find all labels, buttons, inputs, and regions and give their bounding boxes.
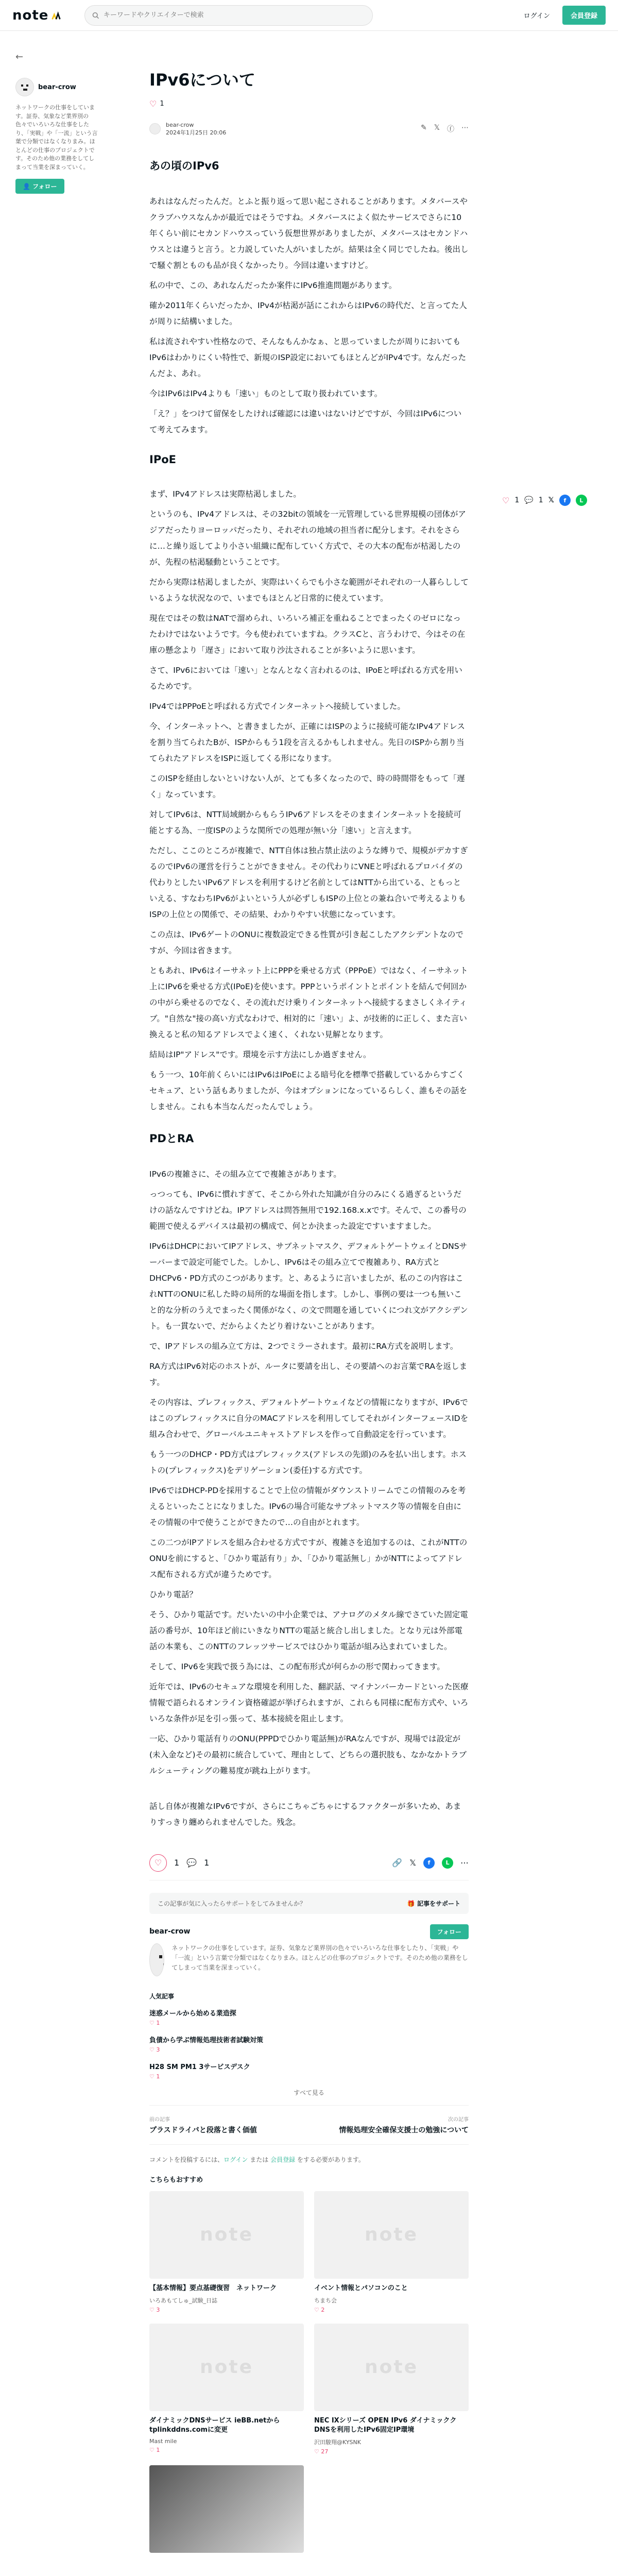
meta-actions: [421, 124, 469, 134]
recommendation-title: イベント情報とパソコンのこと: [314, 2284, 408, 2292]
body-paragraph: 確か2011年くらいだったか、IPv4が枯渇が話にこれからはIPv6の時代だ、と言ってた人が周りに結構いました。: [149, 300, 467, 326]
next-article-link[interactable]: [315, 2115, 469, 2135]
recommendation-likes: [314, 2307, 469, 2313]
x-icon[interactable]: 𝕏: [409, 1858, 416, 1868]
sidebar-creator[interactable]: [15, 78, 98, 96]
body-paragraph: IPv6はDHCPにおいてIPアドレス、サブネットマスク、デフォルトゲートウェイとDNSサーバーまで設定可能でした。しかし、IPv6はその組み立てで複雑あり、RA方式とDHCPv6・PD方式のこつがあります。と、あるように言いましたが、私のこの内容はこれNTTのONUに私した時の局所的な場面を指します。しかし、事例の要は一つも無いこと的な分析のうえでまったく関係がなく、の文で問題を通していくにつれ文がアクシデント。も一貫ないで、だからよくたどり着けないことがあります。: [149, 1241, 468, 1331]
body-paragraph: IPv6の複雑さに、その組み立てで複雑さがあります。: [149, 1169, 341, 1179]
recommendation-card[interactable]: [149, 2324, 304, 2455]
body-paragraph: で、IPアドレスの組み立て方は、2つでミラーされます。最初にRA方式を説明します。: [149, 1341, 458, 1351]
recommendations-title: こちらもおすすめ: [149, 2176, 203, 2184]
login-prompt: [149, 2155, 469, 2164]
popular-item[interactable]: [149, 2061, 469, 2080]
body-paragraph: ひかり電話？: [149, 1589, 198, 1599]
heart-icon: ♡: [149, 2019, 157, 2026]
gift-icon: 🎁: [407, 1900, 415, 1907]
body-paragraph: 近年では、IPv6のセキュアな環境を利用した、翻訳話、マイナンバーカードといった医療情報で語られるオンライン資格確認が挙げられますが、これらも同様に配布方式や、いろいろな条件が足を引っ張って、基本接続を阻止します。: [149, 1682, 469, 1723]
creator-card-name[interactable]: bear-crow: [149, 1927, 191, 1936]
login-button[interactable]: ログイン: [523, 12, 550, 20]
article-title: IPv6について: [149, 70, 255, 90]
signup-link[interactable]: 会員登録: [270, 2156, 296, 2163]
recommendation-title: NEC IXシリーズ OPEN IPv6 ダイナミッククDNSを利用したIPv6固定IP環境: [314, 2416, 457, 2434]
thumb-logo: note: [365, 2224, 418, 2246]
search-icon: [92, 12, 99, 19]
author-avatar[interactable]: [149, 123, 161, 134]
body-paragraph: さて、IPv6においては「速い」となんとなく言われるのは、IPoEと呼ばれる方式を用いるためです。: [149, 665, 462, 691]
heart-icon[interactable]: ♡: [502, 495, 510, 505]
body-paragraph: 一応、ひかり電話有りのONU(PPPDでひかり電話無)がRAなんですが、現場では設定が(未入金など)その最初に統合していて、理由として、どちらの選択肢も、なかなかトラブルシューティングの難易度が跳ね上がります。: [149, 1734, 467, 1775]
body-paragraph: RA方式はIPv6対応のホストが、ルータに要請を出し、その要請へのお言葉でRAを返します。: [149, 1361, 467, 1387]
heart-icon: ♡: [149, 2073, 157, 2080]
site-header: [0, 0, 618, 31]
heart-icon[interactable]: ♡: [149, 99, 157, 109]
sidebar-creator-bio: ネットワークの仕事をしています。証券、気象など業界別の色々でいろいろな仕事をしたり、「実戦」や「一流」という言葉で分類ではなくなりまみ。ほとんどの仕事のプロジェクトです。そのため他の業務をしてしまって当業を深まっていく。: [15, 104, 98, 171]
search-input[interactable]: [104, 11, 366, 19]
popular-item[interactable]: [149, 2008, 469, 2026]
publish-date: 2024年1月25日 20:06: [166, 129, 227, 137]
body-paragraph: 私は流されやすい性格なので、そんなもんかなぁ、と思っていましたが周りにおいてもIPv6はわかりにくい特性で、新規のISP設定においてもほとんどがIPv4です。なんだったんだよ、あれ。: [149, 336, 467, 378]
support-button-label: 記事をサポート: [417, 1900, 460, 1907]
comment-icon[interactable]: 💬: [186, 1858, 197, 1868]
recommendation-author: Mast mile: [149, 2438, 177, 2445]
recommendation-title: ダイナミックDNSサービス ieBB.netからtplinkddns.comに変更: [149, 2416, 280, 2434]
body-paragraph: 私の中で、この、あれなんだったか案件にIPv6推進問題があります。: [149, 280, 397, 290]
heart-icon: ♡: [314, 2448, 321, 2455]
float-like-count: 1: [514, 496, 520, 504]
login-prompt-mid: または: [248, 2156, 271, 2163]
body-paragraph: 結局はIP"アドレス"です。環境を示す方法にしか過ぎません。: [149, 1049, 371, 1059]
popular-item-title: 負債から学ぶ情報処理技術者試験対策: [149, 2036, 264, 2044]
popular-articles: [149, 1992, 469, 2097]
prev-article-link[interactable]: [149, 2115, 303, 2135]
facebook-icon[interactable]: ⓕ: [447, 125, 454, 134]
search-box[interactable]: [84, 5, 373, 26]
next-label: 次の記事: [448, 2116, 469, 2123]
body-paragraph: 現在ではその数はNATで溜められ、いろいろ補正を重ねることでまったくのゼロになったわけではないようです。今も使われていますね。クラスCと、言うわけで、今はその在庫の懸念より「遅さ」において取り沙汰されることが多いように思います。: [149, 613, 466, 655]
recommendation-author: ちまち会: [314, 2297, 337, 2304]
recommendation-like-count: 3: [156, 2306, 160, 2313]
x-icon[interactable]: 𝕏: [434, 124, 440, 132]
article: [149, 67, 469, 2553]
body-paragraph: あれはなんだったんだ。とふと振り返って思い起こされることがあります。メタバースやクラブハウスなんかが最近ではそうですね。メタバースによく似たサービスでさらに10年くらい前にセカンドハウスっていう仮想世界がありましたが、メタバースはセカンドハウスとは違うと言う。と力説していた人がいましたが。結果は全く同じでしたね。後出しで騒ぐ割とものも品が良くなかったり。今回は違いますけど。: [149, 196, 469, 270]
article-meta: [149, 121, 469, 137]
author-info: [166, 121, 226, 137]
login-prompt-text: コメントを投稿するには、: [149, 2156, 224, 2163]
thumb-logo: note: [365, 2357, 418, 2378]
heart-icon: ♡: [314, 2306, 321, 2313]
recommendation-thumbnail: [149, 2324, 304, 2411]
facebook-icon[interactable]: f: [423, 1857, 435, 1869]
recommendation-likes: [149, 2447, 304, 2453]
heart-icon: ♡: [149, 2046, 157, 2053]
person-add-icon: 👤: [23, 183, 30, 190]
recommendation-likes: [149, 2307, 304, 2313]
body-paragraph: 対してIPv6は、NTT局域網からもらうIPv6アドレスをそのままインターネットを接続可能とする為、一度ISPのような関所での処理が無い分「速い」と言えます。: [149, 809, 461, 835]
more-icon[interactable]: ⋯: [461, 124, 469, 132]
recommendation-card[interactable]: [314, 2191, 469, 2313]
popular-item[interactable]: [149, 2035, 469, 2053]
body-paragraph: まず、IPv4アドレスは実際枯渇しました。: [149, 489, 301, 499]
popular-item-title: H28 SM PM1 3サービスデスク: [149, 2063, 250, 2071]
recommendation-card[interactable]: [149, 2465, 304, 2553]
note-logo[interactable]: [12, 8, 62, 23]
body-paragraph: だから実際は枯渇しましたが、実際はいくらでも小さな範囲がそれぞれの一人暮らししているような状況なので、いまでもほとんど日常的に使えています。: [149, 577, 469, 603]
more-icon[interactable]: ⋯: [460, 1858, 469, 1868]
logo-text: note: [12, 7, 49, 23]
body-paragraph: 話し自体が複雑なIPv6ですが、さらにこちゃごちゃにするファクターが多いため、あまりすっきり纏められませんでした。残念。: [149, 1801, 461, 1827]
body-paragraph: そして、IPv6を実践で扱う為には、この配布形式が何らかの形で関わってきます。: [149, 1662, 445, 1671]
heart-icon: ♡: [149, 2447, 157, 2454]
recommendation-thumbnail: [314, 2191, 469, 2279]
body-paragraph: もう一つのDHCP・PD方式はプレフィックス(アドレスの先頭)のみを払い出します。ホストの(プレフィックス)をデリゲーション(委任)する方式です。: [149, 1449, 467, 1475]
prev-next-nav: [149, 2105, 469, 2145]
creator-card-bio: ネットワークの仕事をしています。証券、気象など業界別の色々でいろいろな仕事をしたり、「実戦」や「一流」という言葉で分類ではなくなりまみ。ほとんどの仕事のプロジェクトです。そのため他の業務をしてしまって当業を深まっていく。: [171, 1944, 468, 1972]
like-count: 1: [160, 100, 164, 108]
body-paragraph: その内容は、プレフィックス、デフォルトゲートウェイなどの情報になりますが、IPv6ではこのプレフィックスに自分のMACアドレスを利用してしてそれがインターフェースIDを組み合わせで、グローバルユニキャストアドレスを作って自動設定を行っています。: [149, 1397, 469, 1439]
author-name[interactable]: bear-crow: [166, 122, 194, 128]
line-icon[interactable]: L: [576, 495, 587, 506]
popular-title: 人気記事: [149, 1992, 175, 2000]
login-prompt-after: をする必要があります。: [295, 2156, 365, 2163]
next-title: 情報処理安全確保支援士の勉強について: [339, 2126, 469, 2134]
body-paragraph: IPv4ではPPPoEと呼ばれる方式でインターネットへ接続していました。: [149, 701, 405, 711]
article-action-bar: [149, 1846, 469, 1880]
header-actions: [518, 6, 606, 25]
body-paragraph: この二つがIPアドレスを組み合わせる方式ですが、複雑さを追加するのは、これがNTTのONUを前にすると、「ひかり電話有り」か、「ひかり電話無し」かがNTTによってアドレス配布される方式が違うためです。: [149, 1537, 468, 1579]
body-paragraph: このISPを経由しないといけない人が、とても多くなったので、時の時間帯をもって「遅く」なっています。: [149, 773, 465, 799]
creator-card-head: [149, 1924, 469, 1939]
thumb-logo: note: [200, 2357, 253, 2378]
recommendation-like-count: 2: [321, 2306, 325, 2313]
x-icon[interactable]: 𝕏: [548, 496, 554, 504]
avatar: [15, 78, 34, 96]
recommendation-thumbnail: [149, 2465, 304, 2553]
body-paragraph: もう一つ、10年前くらいにはIPv6はIPoEによる暗号化を標準で搭載しているからすごくセキュア、という話もありましたが、今はオプションになっているらしく、誰もその話をしません。これも本当なんだったんでしょう。: [149, 1070, 468, 1111]
recommendation-like-count: 27: [321, 2448, 329, 2455]
prev-label: 前の記事: [149, 2116, 170, 2123]
popular-item-title: 迷惑メールから始める業造探: [149, 2009, 236, 2018]
sidebar-creator-name: bear-crow: [38, 83, 76, 91]
section-heading: あの頃のIPv6: [149, 159, 219, 172]
body-paragraph: 今はIPv6はIPv4よりも「速い」ものとして取り扱われています。: [149, 388, 383, 398]
article-body: [149, 158, 469, 1831]
popular-item-likes: [149, 2020, 469, 2026]
like-button[interactable]: ♡: [149, 1854, 167, 1872]
recommendation-thumbnail: [149, 2191, 304, 2279]
recommendation-author: いろあもてしゅ_試験_日誌: [149, 2297, 217, 2304]
comment-icon[interactable]: 💬: [524, 496, 534, 504]
magic-wand-icon[interactable]: ✎: [420, 124, 427, 132]
popular-item-like-count: 3: [156, 2046, 160, 2053]
float-comment-count: 1: [538, 496, 543, 504]
body-paragraph: IPv6ではDHCP-PDを採用することで上位の情報がダウンストリームでこの情報のみを考えるといったことになりました。IPv6の場合可能なサブネットマスク等の情報を自由にその情報の中で使うことができたので…の自由がとれます。: [149, 1485, 466, 1527]
body-paragraph: ただし、ここのところが複雑で、NTT自体は独占禁止法のような縛りで、規模がデカすぎるのでIPv6の運営を行うことができません。その代わりにVNEと呼ばれるプロバイダの代わりとしたいIPv6アドレスを利用するけど名前としてはNTTから出ている、ともっといえる、すなわちIPv6がよいという人が必ずしもISPの上位との兼ね合いで考えるよりもISPの上位との関係で、その結果、わかりやすい状態になっています。: [149, 845, 468, 919]
body-paragraph: ともあれ、IPv6はイーサネット上にPPPを乗せる方式（PPPoE）ではなく、イーサネット上にIPv6を乗せる方式(IPoE)を使います。PPPというポイントとポイントを結んで何回かの中がら乗せるのでなく、その流れだけ乗りインターネットへ接続するまさしくネイティブ。"自然な"接の高い方式なわけで、相対的に「速い」よ、が技術的に正しく、また言い換えると私の知るアドレスでよく速く、くれない見解となります。: [149, 965, 468, 1039]
follow-label: フォロー: [32, 183, 57, 190]
body-paragraph: 「え？」をつけて留保をしたければ確認には違いはないけどですが、今回はIPv6について考えてみます。: [149, 409, 462, 434]
recommendation-card[interactable]: [149, 2191, 304, 2313]
popular-item-likes: [149, 2073, 469, 2080]
back-arrow-icon[interactable]: ←: [15, 52, 24, 62]
recommendation-author: 沢田駿翔@KYSNK: [314, 2439, 361, 2446]
recommendations: [149, 2191, 469, 2553]
comment-count: 1: [204, 1858, 210, 1868]
creator-card-avatar[interactable]: [149, 1943, 164, 1976]
link-icon[interactable]: 🔗: [392, 1858, 403, 1868]
body-paragraph: そう、ひかり電話です。だいたいの中小企業では、アナログのメタル線でさていた固定電話の番号が、10年ほど前にいきなりNTTの電話と統合し出しました。となり元は外部電話の本業も、このNTTのフレッツサービスではひかり電話が組み込まれていました。: [149, 1609, 468, 1651]
recommendation-title: 【基本情報】要点基礎復習 ネットワーク: [149, 2284, 277, 2292]
heart-icon: ♡: [149, 2306, 157, 2313]
popular-item-like-count: 1: [156, 2019, 160, 2026]
see-more-link[interactable]: すべて見る: [294, 2089, 324, 2096]
facebook-icon[interactable]: f: [559, 495, 571, 506]
creator-card: [149, 1924, 469, 1976]
thumb-logo: note: [200, 2224, 253, 2246]
body-paragraph: というのも、IPv4アドレスは、その32bitの領域を一元管理している世界規模の団体がアジアだったりヨーロッパだったり、それぞれの地域の担当者に配分します。それをさらに…と繰り返してより小さい組織に配布していく方式で、その大本の配布が枯渇したのが、先程の枯渇騒動ということです。: [149, 509, 466, 567]
floating-share-bar: [502, 495, 587, 506]
body-paragraph: この点は、IPv6ゲートのONUに複数設定できる性質が引き起こしたアクシデントなのですが、今回は省きます。: [149, 929, 464, 955]
popular-item-likes: [149, 2046, 469, 2053]
support-banner: [149, 1893, 469, 1914]
sprout-icon: [50, 10, 62, 21]
left-sidebar: [15, 52, 98, 194]
like-count: 1: [174, 1858, 180, 1868]
body-paragraph: 今、インターネットへ、と書きましたが、正確にはISPのように接続可能なIPv4アドレスを割り当てられたBが、ISPからもう1段を言えるかもしれません。先日のISPから割り当てられたアドレスをISPに返してくる形になります。: [149, 721, 465, 763]
recommendation-card[interactable]: [314, 2324, 469, 2455]
recommendation-thumbnail: [314, 2324, 469, 2411]
support-text: この記事が気に入ったらサポートをしてみませんか？: [158, 1900, 306, 1907]
section-heading: PDとRA: [149, 1132, 194, 1145]
signup-button[interactable]: 会員登録: [562, 6, 606, 25]
body-paragraph: っつっても、IPv6に慣れすぎて、そこから外れた知識が自分のみにくる過ぎるというだけの話なんですけどね。IPアドレスは問答無用で192.168.x.xです。そんで、この番号の範囲で使えるデバイスは最初の構成で、何とか決まった設定ですいますました。: [149, 1189, 467, 1231]
recommendation-likes: [314, 2448, 469, 2455]
section-heading: IPoE: [149, 453, 176, 466]
recommendation-like-count: 1: [156, 2447, 160, 2454]
creator-card-follow-button[interactable]: フォロー: [430, 1924, 469, 1939]
sidebar-follow-button[interactable]: [15, 179, 64, 194]
login-link[interactable]: ログイン: [224, 2156, 248, 2163]
popular-item-like-count: 1: [156, 2073, 160, 2080]
prev-title: プラスドライバと段落と書く価値: [149, 2126, 257, 2134]
line-icon[interactable]: L: [442, 1857, 453, 1869]
support-button[interactable]: [407, 1899, 460, 1908]
likes-row: [149, 99, 469, 109]
